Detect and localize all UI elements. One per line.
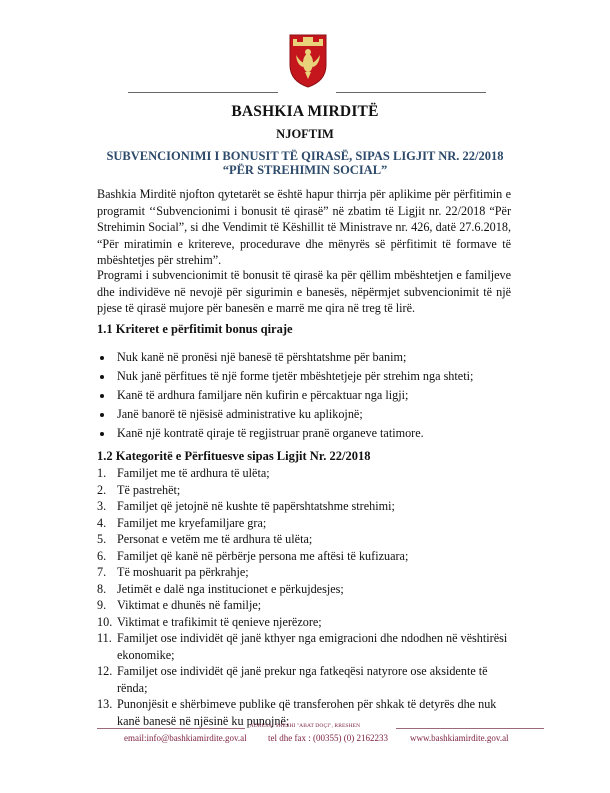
bullet-icon bbox=[100, 375, 104, 379]
footer-address: ADRESA: SHESHI "ABAT DOÇI", RRESHEN bbox=[249, 723, 361, 729]
footer-divider-right bbox=[396, 728, 544, 729]
section-heading-categories: 1.2 Kategoritë e Përfituesve sipas Ligjit Nr. 22/2018 bbox=[97, 449, 371, 463]
list-item: Nuk kanë në pronësi një banesë të përshtatshme për banim; bbox=[97, 348, 473, 367]
footer-website: www.bashkiamirdite.gov.al bbox=[410, 733, 509, 743]
list-item: 4. Familjet me kryefamiljare gra; bbox=[97, 515, 267, 530]
list-item: 12. Familjet ose individët që janë prekur nga fatkeqësi natyrore ose aksidente të rënda; bbox=[97, 664, 488, 695]
list-item: Janë banorë të njësisë administrative ku aplikojnë; bbox=[97, 405, 473, 424]
categories-list bbox=[97, 465, 517, 729]
bullet-icon bbox=[100, 432, 104, 436]
section-heading-criteria: 1.1 Kriteret e përfitimit bonus qiraje bbox=[97, 322, 293, 336]
list-item: 10. Viktimat e trafikimit të qenieve njerëzore; bbox=[97, 614, 322, 629]
footer-phone: tel dhe fax : (00355) (0) 2162233 bbox=[268, 733, 388, 743]
bullet-icon bbox=[100, 413, 104, 417]
program-paragraph: Programi i subvencionimit të bonusit të qirasë ka për qëllim mbështetjen e familjeve dhe individëve në nevojë për sigurimin e banesës, nëpërmjet subvencionimit të një pjese të qirasë mujore për banesën e marrë me qira në treg të lirë. bbox=[97, 268, 511, 315]
list-item: 7. Të moshuarit pa përkrahje; bbox=[97, 565, 249, 579]
header-divider-right bbox=[336, 92, 486, 93]
bullet-icon bbox=[100, 356, 104, 360]
bullet-icon bbox=[100, 394, 104, 398]
footer-email: email:info@bashkiamirdite.gov.al bbox=[124, 733, 247, 743]
organization-name: BASHKIA MIRDITË bbox=[231, 103, 379, 120]
list-item: 5. Personat e vetëm me të ardhura të ulëta; bbox=[97, 532, 313, 546]
list-item: 13. Punonjësit e shërbimeve publike që transferohen për shkak të detyrës dhe nuk kanë banesë në njësinë ku punojnë; bbox=[97, 697, 497, 728]
municipal-coat-of-arms-icon bbox=[288, 33, 328, 88]
list-item: 8. Jetimët e dalë nga institucionet e përkujdesjes; bbox=[97, 581, 344, 596]
subtitle-line-1: SUBVENCIONIMI I BONUSIT TË QIRASË, SIPAS LIGJIT NR. 22/2018 bbox=[106, 149, 504, 163]
list-item: 2. Të pastrehët; bbox=[97, 482, 181, 497]
list-item: 3. Familjet që jetojnë në kushte të papërshtatshme strehimi; bbox=[97, 499, 395, 513]
list-item: Kanë të ardhura familjare nën kufirin e përcaktuar nga ligji; bbox=[97, 386, 473, 405]
list-item: Kanë një kontratë qiraje të regjistruar pranë organeve tatimore. bbox=[97, 424, 473, 443]
intro-paragraph: Bashkia Mirditë njofton qytetarët se është hapur thirrja për aplikime për përfitimin e programit ‘‘Subvencionimi i bonusit të qirasë” në zbatim të Ligjit nr. 22/2018 “Për Strehimin Social”, si dhe Vendimit të Këshillit të Ministrave nr. 426, datë 27.6.2018, “Për miratimin e kritereve, procedurave dhe mënyrës së përfitimit të formave të mbështetjes për strehim”. bbox=[97, 187, 511, 267]
criteria-list bbox=[97, 348, 473, 443]
list-item: 11. Familjet ose individët që janë kthyer nga emigracioni dhe ndodhen në vështirësi ekonomike; bbox=[97, 631, 508, 662]
list-item: 1. Familjet me të ardhura të ulëta; bbox=[97, 466, 270, 480]
subtitle-line-2: “PËR STREHIMIN SOCIAL” bbox=[222, 163, 388, 177]
list-item: Nuk janë përfitues të një forme tjetër mbështetjeje për strehim nga shteti; bbox=[97, 367, 473, 386]
header-divider-left bbox=[128, 92, 278, 93]
document-subtitle bbox=[0, 149, 610, 177]
list-item: 6. Familjet që kanë në përbërje persona me aftësi të kufizuara; bbox=[97, 548, 409, 563]
list-item: 9. Viktimat e dhunës në familje; bbox=[97, 598, 262, 612]
notice-label: NJOFTIM bbox=[276, 127, 334, 141]
